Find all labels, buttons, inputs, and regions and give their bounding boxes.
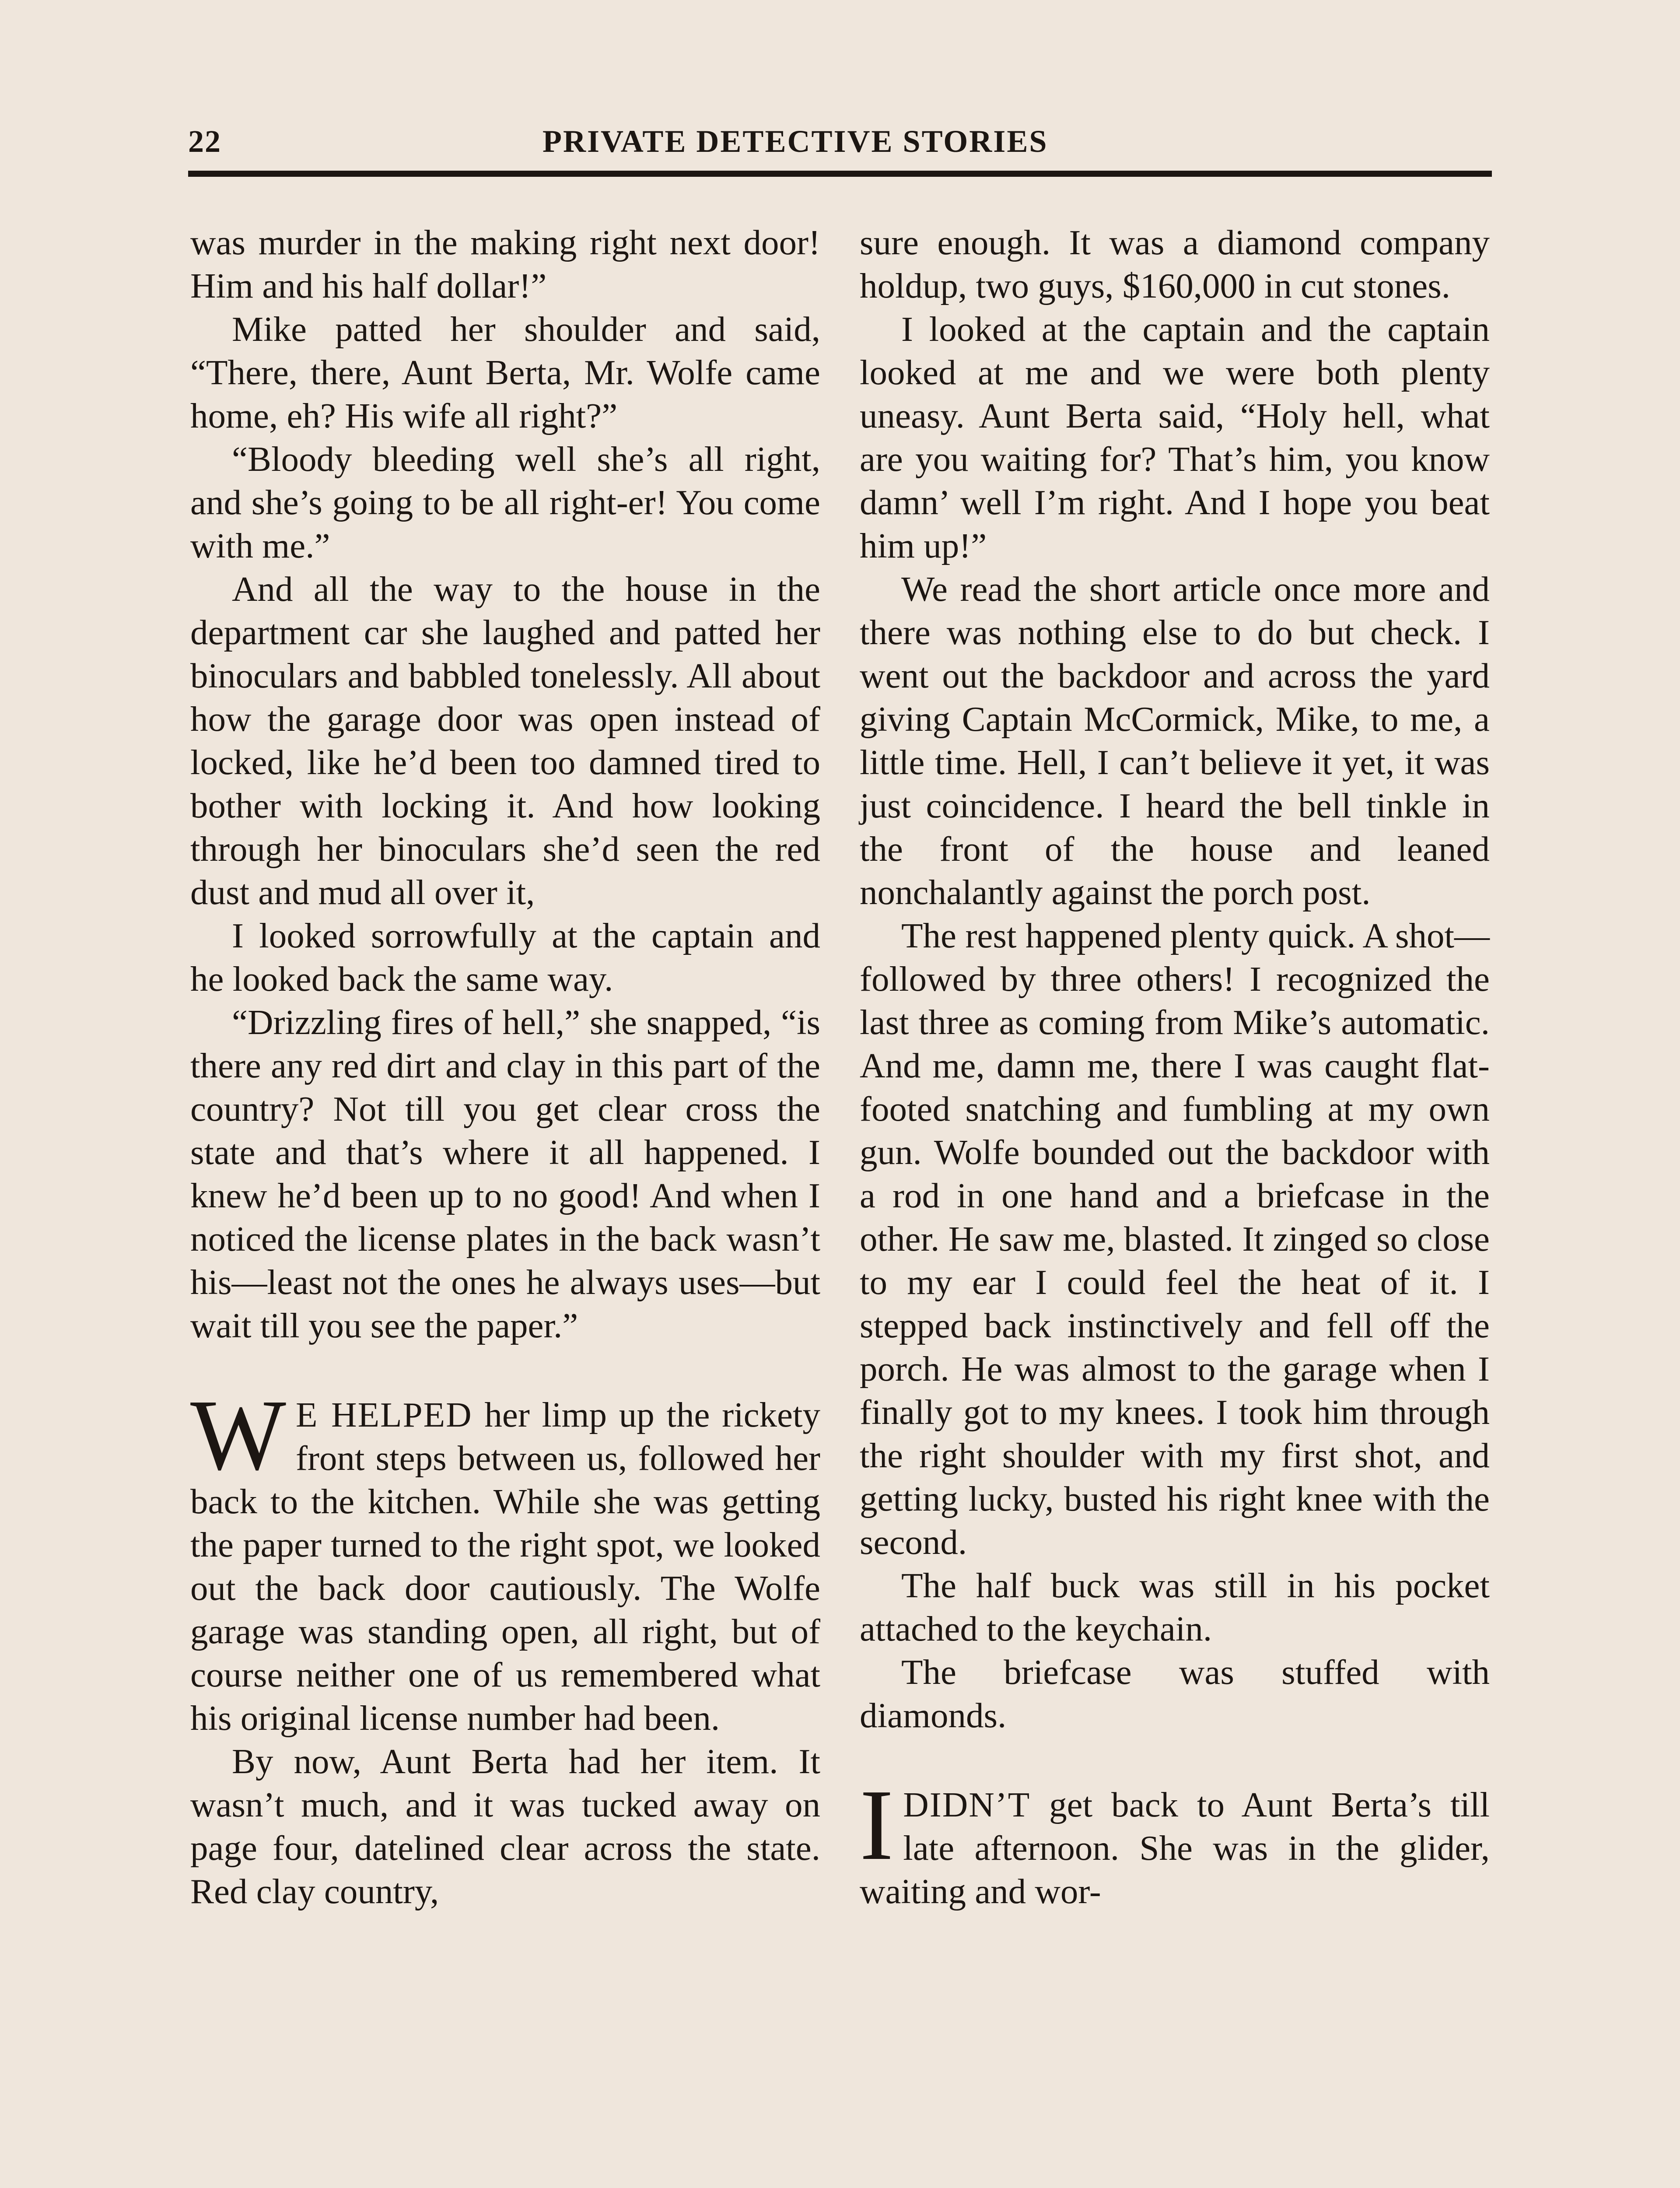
small-caps-lead: E HELPED	[295, 1395, 472, 1434]
page-number: 22	[188, 124, 221, 159]
paragraph: I looked at the captain and the captain looked at me and we were both plenty uneasy. Aunt Berta said, “Holy hell, what are you waiting for? That’s him, you know damn’ well I’m right. And I hope you beat him up!”	[860, 309, 1490, 565]
drop-cap: I	[860, 1769, 894, 1881]
paragraph: And all the way to the house in the department car she laughed and patted her binoculars and babbled tonelessly. All about how the garage door was open instead of locked, like he’d been too damned tired to bother with locking it. And how looking through her binoculars she’d seen the red dust and mud all over it,	[190, 569, 820, 912]
small-caps-lead: DIDN’T	[903, 1785, 1031, 1824]
section-opening-paragraph	[860, 1769, 1490, 1913]
paragraph: “Drizzling fires of hell,” she snapped, “is there any red dirt and clay in this part of the country? Not till you get clear cross the state and that’s where it all happened. I knew he’d been up to no good! And when I noticed the license plates in the back wasn’t his—least not the ones he always uses—but wait till you see the paper.”	[190, 1003, 820, 1345]
paragraph: sure enough. It was a diamond company holdup, two guys, $160,000 in cut stones.	[860, 223, 1490, 305]
paragraph: We read the short article once more and there was nothing else to do but check. I went out the backdoor and across the yard giving Captain McCormick, Mike, to me, a little time. Hell, I can’t believe it yet, it was just coincidence. I heard the bell tinkle in the front of the house and leaned nonchalantly against the porch post.	[860, 569, 1490, 912]
paragraph: The briefcase was stuffed with diamonds.	[860, 1652, 1490, 1735]
header-rule	[188, 171, 1492, 177]
paragraph: By now, Aunt Berta had her item. It wasn’t much, and it was tucked away on page four, datelined clear across the state. Red clay country,	[190, 1742, 820, 1911]
running-head: PRIVATE DETECTIVE STORIES	[542, 124, 1048, 159]
paragraph-text: her limp up the rickety front steps between us, followed her back to the kitchen. While she was getting the paper turned to the right spot, we looked out the back door cautiously. The Wolfe garage was standing open, all right, but of course neither one of us remembered what his original license number had been.	[190, 1395, 821, 1738]
paragraph: I looked sorrowfully at the captain and he looked back the same way.	[190, 916, 820, 999]
drop-cap: W	[190, 1379, 286, 1491]
left-column	[190, 221, 820, 1913]
section-opening-paragraph	[190, 1379, 821, 1740]
paragraph: was murder in the making right next door! Him and his half dollar!”	[190, 223, 820, 305]
paragraph-text: get back to Aunt Berta’s till late afternoon. She was in the glider, waiting and wor-	[860, 1785, 1490, 1911]
paragraph: Mike patted her shoulder and said, “There, there, Aunt Berta, Mr. Wolfe came home, eh? His wife all right?”	[190, 309, 820, 435]
paragraph: The half buck was still in his pocket attached to the keychain.	[860, 1566, 1490, 1648]
paragraph: The rest happened plenty quick. A shot—followed by three others! I recognized the last three as coming from Mike’s automatic. And me, damn me, there I was caught flat-footed snatching and fumbling at my own gun. Wolfe bounded out the backdoor with a rod in one hand and a briefcase in the other. He saw me, blasted. It zinged so close to my ear I could feel the heat of it. I stepped back instinctively and fell off the porch. He was almost to the garage when I finally got to my knees. I took him through the right shoulder with my first shot, and getting lucky, busted his right knee with the second.	[860, 916, 1490, 1562]
paragraph: “Bloody bleeding well she’s all right, and she’s going to be all right-er! You come with me.”	[190, 439, 820, 565]
right-column	[860, 221, 1490, 1913]
